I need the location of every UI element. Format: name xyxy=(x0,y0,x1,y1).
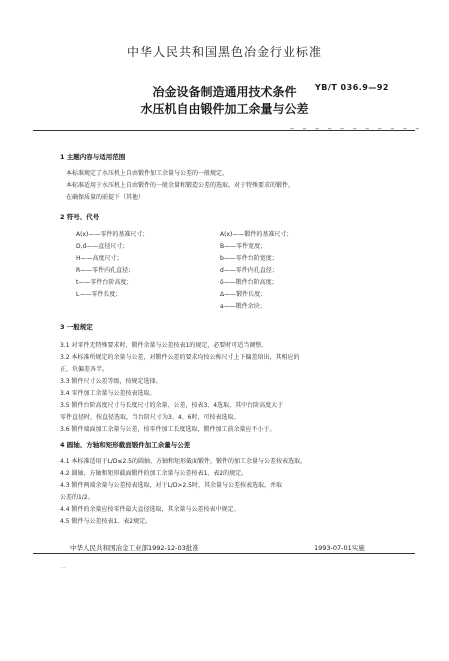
symbol-left: t——零件台阶高度； xyxy=(76,279,133,286)
symbol-right: Δ——锻件长度； xyxy=(220,291,267,298)
symbol-left: L——零件长度； xyxy=(76,291,122,298)
section-3-line: 3.6 锻件端面加工余量与公差，按零件加工长度选取，锻件加工前余量应不小于。 xyxy=(60,426,276,433)
header-divider xyxy=(33,130,415,131)
section-1-heading: 1 主题内容与适用范围 xyxy=(60,153,126,161)
symbol-left: A(x)——零件的基准尺寸； xyxy=(76,231,149,238)
section-2-heading: 2 符号、代号 xyxy=(60,213,100,221)
section-4-line: 4.2 圆轴、方轴和矩形截面锻件的加工余量与公差按表1、表2的规定。 xyxy=(60,470,248,477)
section-4-line: 4.4 锻件的余量应按零件最大直径选取，其余量与公差按表中规定。 xyxy=(60,506,240,513)
symbol-left: D,d——直径尺寸； xyxy=(76,243,129,250)
section-3-line: 3.3 锻件尺寸公差等级，按规定选择。 xyxy=(60,378,162,385)
document-title-line1: 冶金设备制造通用技术条件 xyxy=(152,85,297,99)
symbol-right: b——零件台阶宽度； xyxy=(220,255,278,262)
standard-category-header: 中华人民共和国黑色冶金行业标准 xyxy=(126,45,322,59)
symbol-right: B——零件宽度； xyxy=(220,243,267,250)
symbol-right: A(x)——锻件的基准尺寸； xyxy=(220,231,293,238)
title-dash-rule: – – – – – – – – – – – xyxy=(290,124,423,133)
section-3-line: 正，负偏差各半。 xyxy=(60,366,109,373)
section-3-line: 零件直径时，按直径选取，当台阶尺寸为3、4、6时，可按表选取。 xyxy=(60,414,240,421)
section-3-line: 3.2 本标准所规定的余量与公差，对锻件公差的要求均按公称尺寸上下偏差给出，其相应的 xyxy=(60,354,300,361)
document-title-line2: 水压机自由锻件加工余量与公差 xyxy=(140,102,309,116)
symbol-right: δ——锻件台阶高度； xyxy=(220,279,278,286)
section-4-line: 4.3 锻件两端余量与公差按表选取，对于L/D>2.5时，其余量与公差按表选取，并取 xyxy=(60,482,283,489)
symbol-right: a——锻件余块； xyxy=(220,303,266,310)
symbol-right: d——零件内孔直径； xyxy=(220,267,278,274)
section-3-heading: 3 一般规定 xyxy=(60,323,93,331)
symbol-left: H——高度尺寸； xyxy=(76,255,123,262)
symbol-left: R——零件内孔直径； xyxy=(76,267,135,274)
section-1-line: 本标准规定了水压机上自由锻件加工余量与公差的一般规定。 xyxy=(66,170,229,177)
standard-number: YB/T 036.9—92 xyxy=(315,83,389,92)
section-4-line: 4.1 本标准适用于L/D≤2.5的圆轴、方轴和矩形截面锻件，锻件的加工余量与公差按表选取。 xyxy=(60,458,307,465)
implementation-date: 1993-07-01实施 xyxy=(314,544,365,552)
approval-date: 中华人民共和国冶金工业部1992-12-03批准 xyxy=(70,544,199,552)
section-1-line: 在确保质量的前提下（其他） xyxy=(66,194,145,201)
section-3-line: 3.5 锻件台阶高度尺寸与长度尺寸的余量、公差，按表3、4选取，其中台阶高度大于 xyxy=(60,402,284,409)
section-3-line: 3.4 零件加工余量与公差按表选取。 xyxy=(60,390,156,397)
section-4-line: 4.5 锻件与公差按表1、表2规定。 xyxy=(60,518,152,525)
section-1-line: 本标准适用于水压机上自由锻件的一般余量和锻造公差的选取，对于特殊要求的锻件， xyxy=(66,182,295,189)
section-3-line: 3.1 对零件无特殊要求时，锻件余量与公差按表1的规定，必要时可适当调整。 xyxy=(60,342,268,349)
section-4-heading: 4 圆轴、方轴和矩形截面锻件加工余量与公差 xyxy=(60,441,191,449)
page-mark: 一 xyxy=(60,565,67,572)
footer-divider xyxy=(33,553,415,554)
section-4-line: 公差的1/2。 xyxy=(60,494,94,501)
